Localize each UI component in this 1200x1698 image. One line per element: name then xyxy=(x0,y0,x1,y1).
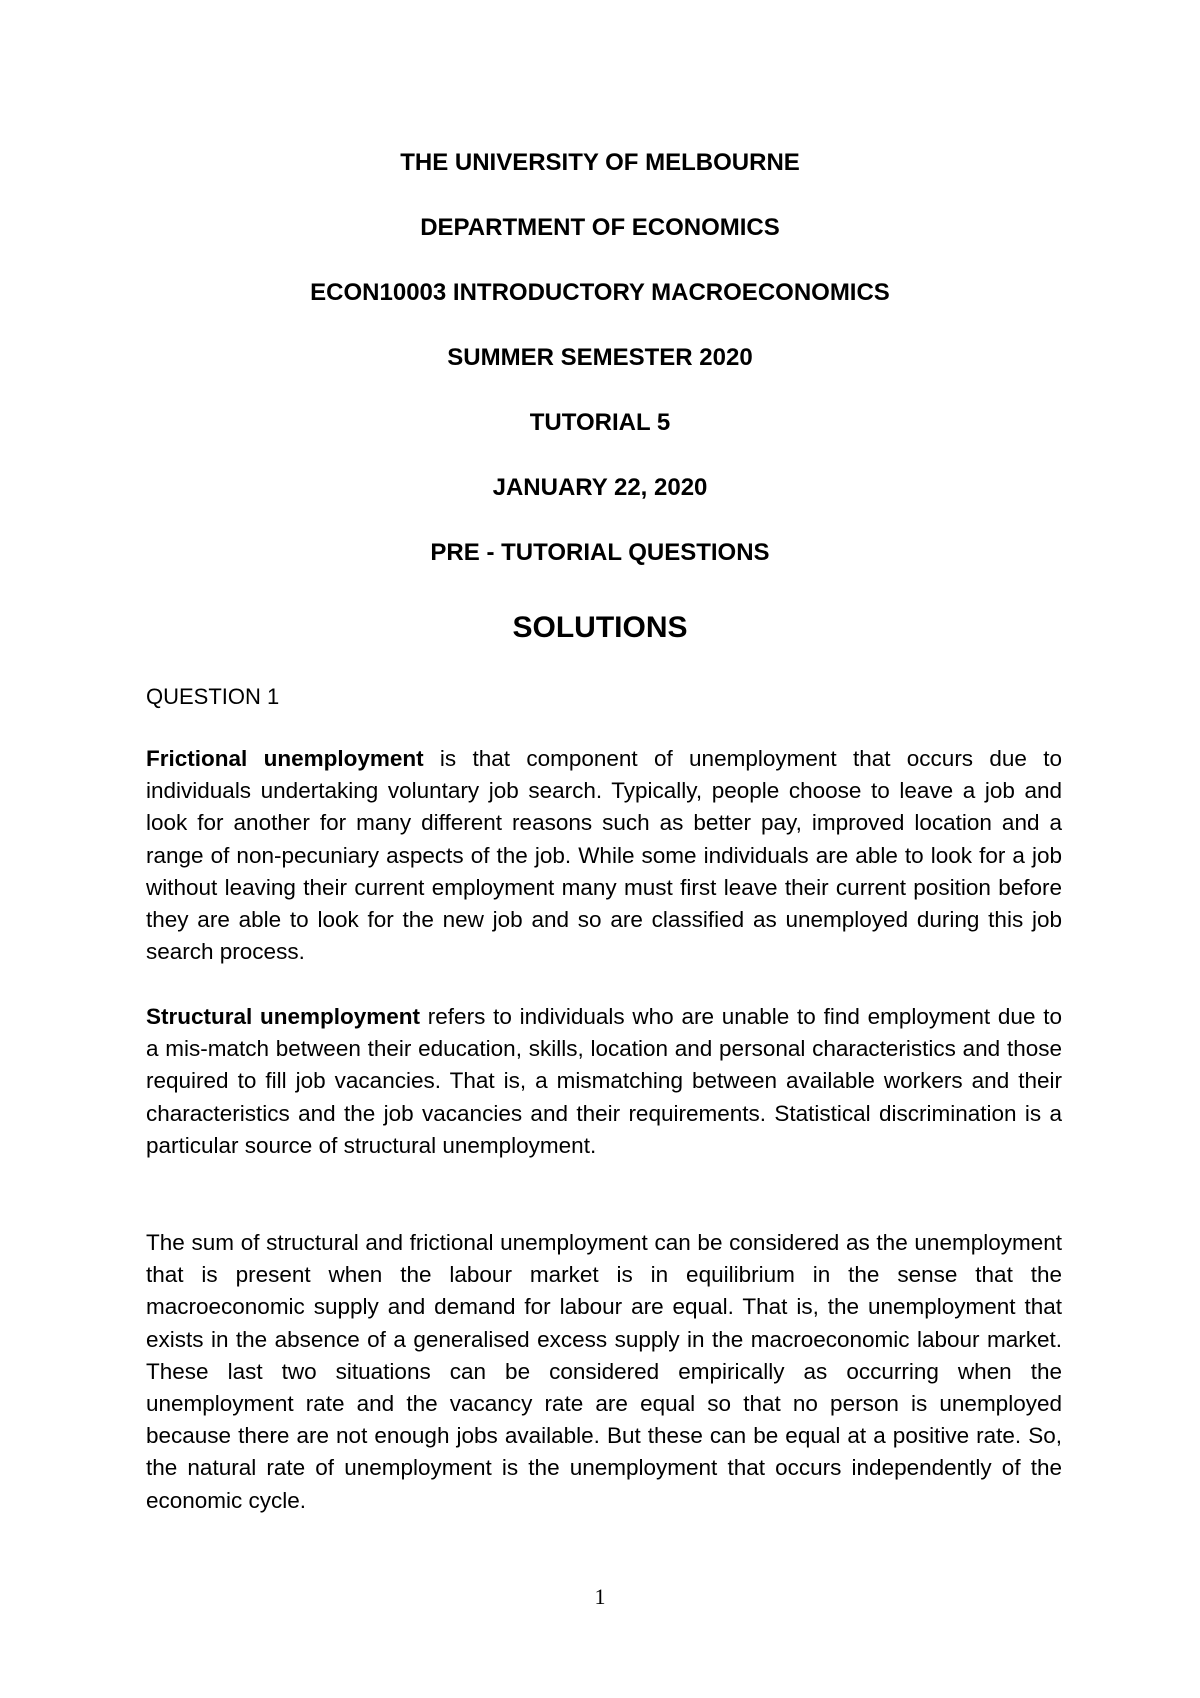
structural-unemployment-paragraph xyxy=(146,1001,1062,1162)
university-name: THE UNIVERSITY OF MELBOURNE xyxy=(400,149,800,176)
page-number: 1 xyxy=(594,1584,606,1609)
frictional-term: Frictional unemployment xyxy=(146,746,424,771)
semester-label: SUMMER SEMESTER 2020 xyxy=(447,344,753,371)
structural-term: Structural unemployment xyxy=(146,1004,421,1029)
question-1-heading: QUESTION 1 xyxy=(146,684,280,709)
solutions-title: SOLUTIONS xyxy=(512,611,688,644)
structural-definition: refers to individuals who are unable to find employment due to a mis-match between their education, skills, location and personal characteristics and those required to fill job vacancies. That is, a mismatching between available workers and their characteristics and the job vacancies and their requirements. Statistical discrimination is a particular source of structural unemployment. xyxy=(146,1004,1062,1158)
frictional-definition: is that component of unemployment that occurs due to individuals undertaking voluntary job search. Typically, people choose to leave a job and look for another for many different reasons such as better pay, improved location and a range of non-pecuniary aspects of the job. While some individuals are able to look for a job without leaving their current employment many must first leave their current position before they are able to look for the new job and so are classified as unemployed during this job search process. xyxy=(146,746,1062,965)
department-name: DEPARTMENT OF ECONOMICS xyxy=(420,214,780,241)
course-title: ECON10003 INTRODUCTORY MACROECONOMICS xyxy=(310,279,890,306)
tutorial-number: TUTORIAL 5 xyxy=(529,409,671,436)
frictional-unemployment-paragraph xyxy=(146,743,1062,968)
natural-rate-paragraph: The sum of structural and frictional unemployment can be considered as the unemployment that is present when the labour market is in equilibrium in the sense that the macroeconomic supply and demand for labour are equal. That is, the unemployment that exists in the absence of a generalised excess supply in the macroeconomic labour market. These last two situations can be considered empirically as occurring when the unemployment rate and the vacancy rate are equal so that no person is unemployed because there are not enough jobs available. But these can be equal at a positive rate. So, the natural rate of unemployment is the unemployment that occurs independently of the economic cycle. xyxy=(146,1230,1062,1513)
tutorial-date: JANUARY 22, 2020 xyxy=(492,474,708,501)
section-label: PRE - TUTORIAL QUESTIONS xyxy=(430,539,770,566)
